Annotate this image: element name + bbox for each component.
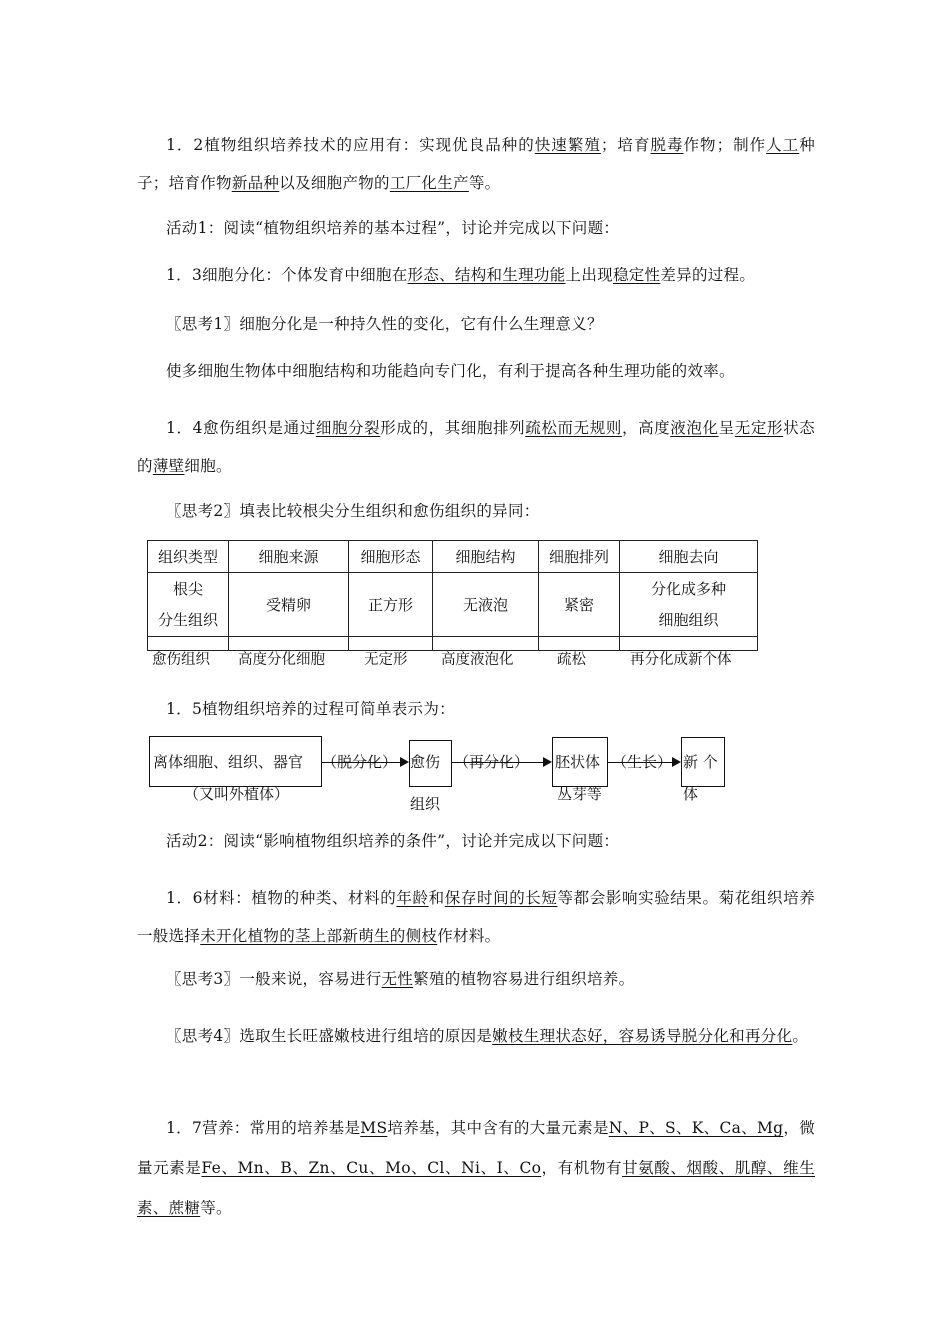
arrow-right-icon [400,757,409,767]
flow-arrow-2-label: （再分化） [454,753,530,771]
flow-box-explant-label: 离体细胞、组织、器官 [153,753,304,771]
flow-box-embryoid-label: 胚状体 [555,753,601,771]
table-cell: 紧密 [539,573,620,637]
flow-box-embryoid-sub: 丛芽等 [557,785,603,803]
table-cell: 分化成多种 细胞组织 [620,573,758,637]
table-cell: 无定形 [364,652,408,668]
paragraph-1-6: 1．6材料：植物的种类、材料的年龄和保存时间的长短等都会影响实验结果。菊花组织培养一般选择未开化植物的茎上部新萌生的侧枝作材料。 [137,889,815,945]
paragraph-1-4: 1．4愈伤组织是通过细胞分裂形成的，其细胞排列疏松而无规则，高度液泡化呈无定形状态的薄壁细胞。 [137,419,816,475]
think-3: 〖思考3〗一般来说，容易进行无性繁殖的植物容易进行组织培养。 [166,970,635,988]
think-4: 〖思考4〗选取生长旺盛嫩枝进行组培的原因是嫩枝生理状态好，容易诱导脱分化和再分化。 [166,1027,809,1045]
table-cell: 正方形 [349,573,433,637]
paragraph-1-3: 1．3细胞分化：个体发育中细胞在形态、结构和生理功能上出现稳定性差异的过程。 [166,266,756,284]
flow-arrow-3-label: （生长） [612,753,673,771]
flow-box-callus-sub: 组织 [410,795,441,813]
flow-box-explant-sub: （又叫外植体） [184,785,290,803]
paragraph-1-7: 1．7营养：常用的培养基是MS培养基，其中含有的大量元素是N、P、S、K、Ca、Mg，微量元素是Fe、Mn、B、Zn、Cu、Mo、Cl、Ni、I、Co，有机物有甘氨酸、烟酸、肌醇、维生素、蔗糖等。 [137,1119,816,1217]
flow-box-callus-label: 愈伤 [410,753,441,771]
arrow-right-icon [543,757,552,767]
table-header-cell: 组织类型 [148,541,229,573]
paragraph-1-2: 1．2植物组织培养技术的应用有：实现优良品种的快速繁殖；培育脱毒作物；制作人工种子；培育作物新品种以及细胞产物的工厂化生产等。 [137,136,816,192]
table-cell: 高度液泡化 [441,652,514,668]
table-cell: 根尖 分生组织 [148,573,229,637]
table-header-cell: 细胞形态 [349,541,433,573]
arrow-right-icon [672,757,681,767]
think-2-question: 〖思考2〗填表比较根尖分生组织和愈伤组织的异同： [166,502,540,520]
table-header-row [148,541,758,573]
comparison-table [147,540,758,651]
think-1-question: 〖思考1〗细胞分化是一种持久性的变化，它有什么生理意义？ [166,315,603,333]
table-header-cell: 细胞结构 [433,541,539,573]
table-cell: 无液泡 [433,573,539,637]
table-row [148,573,758,637]
think-1-answer: 使多细胞生物体中细胞结构和功能趋向专门化，有利于提高各种生理功能的效率。 [166,362,735,380]
paragraph-1-5: 1．5植物组织培养的过程可简单表示为： [166,700,455,718]
table-header-cell: 细胞排列 [539,541,620,573]
table-header-cell: 细胞来源 [229,541,349,573]
table-cell: 愈伤组织 [152,652,210,668]
activity-2-heading: 活动2：阅读“影响植物组织培养的条件”，讨论并完成以下问题： [166,832,620,850]
flow-box-new-individual-sub: 体 [683,785,699,803]
activity-1-heading: 活动1：阅读“植物组织培养的基本过程”，讨论并完成以下问题： [166,219,620,237]
table-cell: 受精卵 [229,573,349,637]
table-cell: 高度分化细胞 [238,652,325,668]
table-header-cell: 细胞去向 [620,541,758,573]
flow-arrow-1-label: （脱分化） [322,753,398,771]
table-cell: 再分化成新个体 [630,652,732,668]
flow-box-new-individual-label: 新 个 [683,753,718,771]
table-cell: 疏松 [557,652,586,668]
